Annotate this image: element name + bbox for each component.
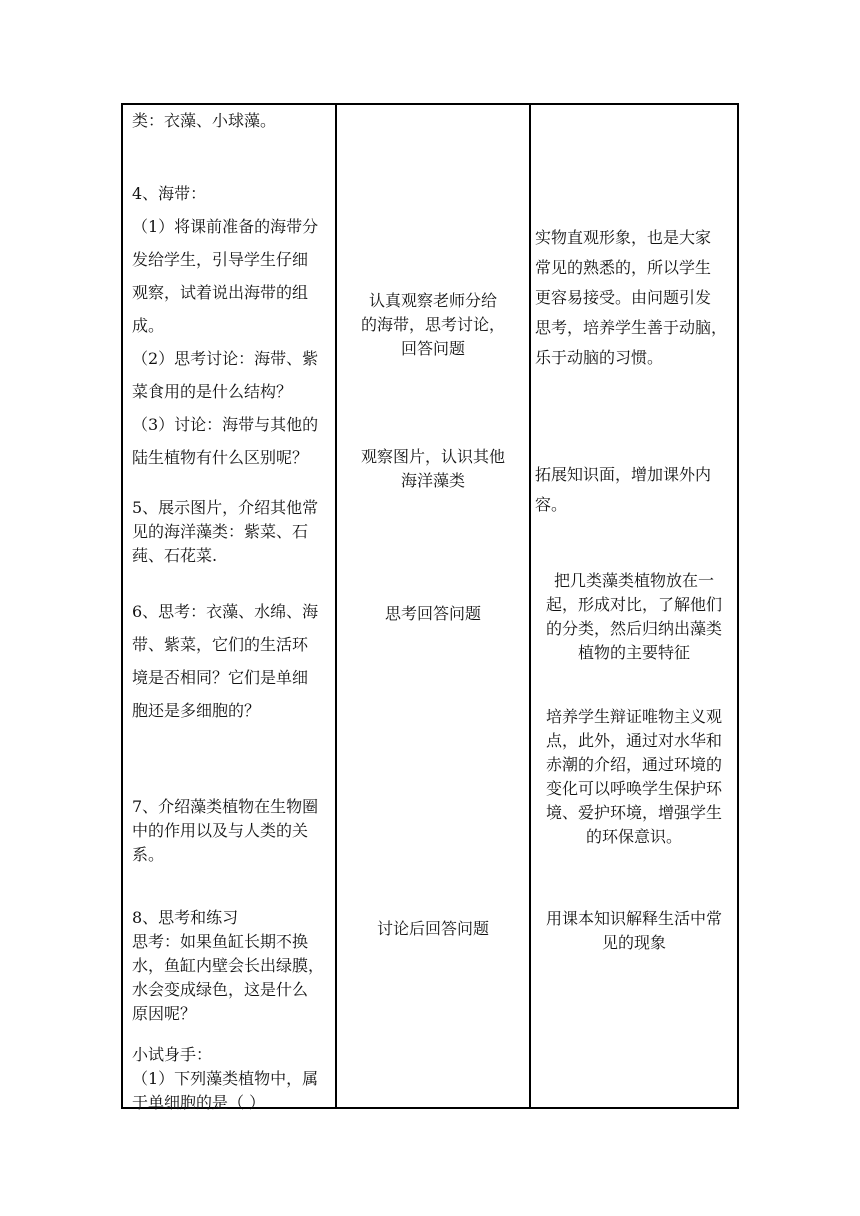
text-line: 的环保意识。: [585, 827, 682, 846]
col3-intent-1: [535, 223, 733, 373]
text-line: 容。: [535, 495, 568, 514]
text-line: 拓展知识面，增加课外内: [535, 465, 712, 484]
text-line: 讨论后回答问题: [376, 919, 489, 938]
text-line: 类：衣藻、小球藻。: [132, 111, 277, 130]
text-line: 水会变成绿色，这是什么: [132, 980, 309, 999]
text-line: 点，此外，通过对水华和: [545, 731, 722, 750]
col1-practice: [132, 1043, 332, 1115]
col2-activity-3: [339, 602, 527, 626]
text-line: 乐于动脑的习惯。: [535, 348, 664, 367]
col1-section-4: [132, 177, 332, 474]
text-line: 发给学生，引导学生仔细: [132, 250, 309, 269]
text-line: （2）思考讨论：海带、紫: [132, 349, 319, 368]
text-line: 把几类藻类植物放在一: [553, 571, 714, 590]
text-line: 思考回答问题: [384, 604, 481, 623]
text-line: 中的作用以及与人类的关: [132, 821, 309, 840]
col1-section-5: [132, 496, 332, 568]
text-line: 于单细胞的是（ ）: [132, 1093, 266, 1112]
text-line: 见的海洋藻类：紫菜、石: [132, 522, 309, 541]
text-line: （1）下列藻类植物中，属: [132, 1069, 319, 1088]
section-heading: 5、展示图片，介绍其他常: [132, 498, 319, 517]
section-heading: 6、思考：衣藻、水绵、海: [132, 602, 319, 621]
text-line: 植物的主要特征: [577, 643, 690, 662]
col1-line-1: [132, 109, 332, 133]
col3-intent-5: [535, 907, 733, 955]
text-line: 变化可以呼唤学生保护环: [545, 779, 722, 798]
col3-intent-2: [535, 460, 733, 520]
col1-section-6: [132, 595, 332, 727]
text-line: 赤潮的介绍，通过环境的: [545, 755, 722, 774]
text-line: 水，鱼缸内壁会长出绿膜，: [132, 956, 325, 975]
text-line: 更容易接受。由问题引发: [535, 288, 712, 307]
col2-activity-2: [339, 445, 527, 493]
text-line: 海洋藻类: [400, 471, 465, 490]
text-line: 胞还是多细胞的？: [132, 701, 261, 720]
text-line: 思考，培养学生善于动脑，: [535, 318, 728, 337]
text-line: （1）将课前准备的海带分: [132, 217, 319, 236]
text-line: 观察图片，认识其他: [360, 447, 505, 466]
text-line: 系。: [132, 845, 165, 864]
text-line: 成。: [132, 316, 165, 335]
text-line: 实物直观形象，也是大家: [535, 228, 712, 247]
text-line: 境、爱护环境，增强学生: [545, 803, 722, 822]
text-line: 莼、石花菜.: [132, 546, 218, 565]
text-line: 观察，试着说出海带的组: [132, 283, 309, 302]
col1-section-8: [132, 906, 332, 1026]
text-line: 境是否相同？它们是单细: [132, 668, 309, 687]
lesson-table: [121, 103, 739, 1112]
text-line: 回答问题: [400, 339, 465, 358]
text-line: 用课本知识解释生活中常: [545, 909, 722, 928]
column-divider-2: [529, 105, 531, 1107]
text-line: 带、紫菜，它们的生活环: [132, 635, 309, 654]
text-line: 的海带，思考讨论，: [360, 315, 505, 334]
text-line: 的分类，然后归纳出藻类: [545, 619, 722, 638]
text-line: 培养学生辩证唯物主义观: [545, 707, 722, 726]
text-line: 陆生植物有什么区别呢？: [132, 448, 309, 467]
text-line: 起，形成对比，了解他们: [545, 595, 722, 614]
col1-section-7: [132, 795, 332, 867]
section-heading: 8、思考和练习: [132, 908, 239, 927]
col3-intent-3: [535, 569, 733, 665]
col2-activity-1: [339, 289, 527, 361]
text-line: 常见的熟悉的，所以学生: [535, 258, 712, 277]
section-heading: 7、介绍藻类植物在生物圈: [132, 797, 319, 816]
text-line: 原因呢？: [132, 1004, 197, 1023]
col2-activity-4: [339, 917, 527, 941]
col3-intent-4: [535, 705, 733, 849]
text-line: 思考：如果鱼缸长期不换: [132, 932, 309, 951]
text-line: 菜食用的是什么结构？: [132, 382, 293, 401]
text-line: 认真观察老师分给: [368, 291, 497, 310]
text-line: （3）讨论：海带与其他的: [132, 415, 319, 434]
section-heading: 小试身手：: [132, 1045, 213, 1064]
text-line: 见的现象: [601, 933, 666, 952]
column-divider-1: [335, 105, 337, 1107]
section-heading: 4、海带：: [132, 184, 207, 203]
